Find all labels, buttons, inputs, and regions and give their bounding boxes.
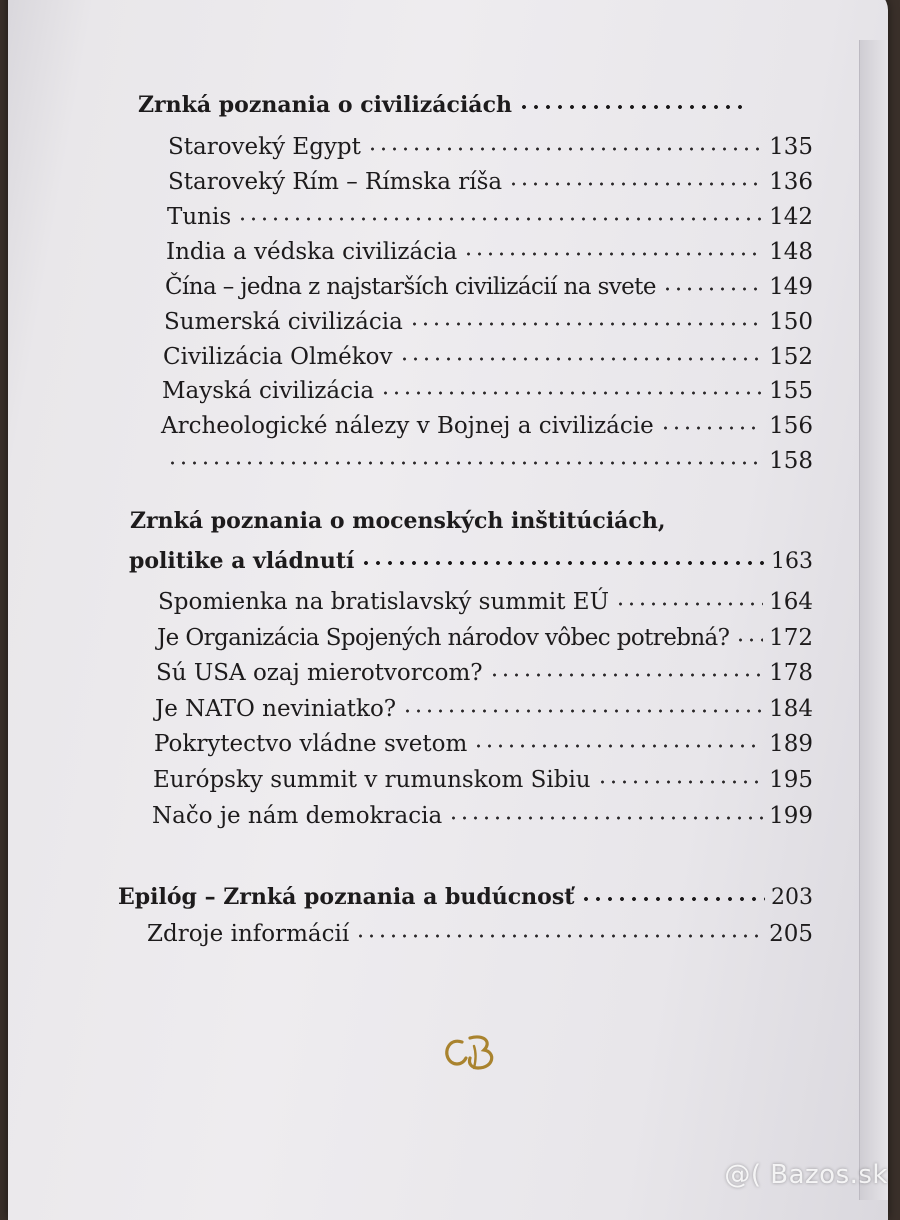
entry-page-number: 135 [769,134,813,160]
entry-page-number: 164 [769,589,813,615]
dot-leader [167,460,763,466]
toc-entry [168,165,813,199]
section-page-number: 163 [771,549,813,574]
dot-leader [409,321,763,327]
entry-title: Staroveký Egypt [168,134,361,160]
toc-entry [157,621,813,655]
entry-page-number: 156 [769,413,813,439]
toc-entry [153,763,813,797]
entry-page-number: 178 [769,660,813,686]
dot-leader [473,743,763,749]
section-title: Zrnká poznania o mocenských inštitúciách, [130,508,666,534]
entry-page-number: 136 [769,169,813,195]
toc-section-heading [138,88,748,122]
dot-leader [402,708,763,714]
toc-entry [161,409,813,443]
entry-title: Civilizácia Olmékov [163,344,393,370]
entry-title: India a védska civilizácia [166,239,458,265]
toc-entry [166,235,813,269]
entry-title: Tunis [167,204,232,230]
dot-leader [367,146,763,152]
dot-leader [660,425,763,431]
section-title: Zrnká poznania o civilizáciách [138,92,512,118]
dot-leader [448,815,763,821]
entry-title: Archeologické nálezy v Bojnej a civilizácie [161,413,654,439]
section-title: Epilóg – Zrnká poznania a budúcnosť [118,884,575,910]
watermark-text: @( Bazos.sk [724,1160,888,1190]
entry-page-number: 158 [769,448,813,474]
toc-entry [163,340,813,374]
dot-leader [518,104,742,110]
entry-title: Zdroje informácií [147,921,350,947]
entry-title: Staroveký Rím – Rímska ríša [168,169,503,195]
dot-leader [662,286,763,292]
toc-entry [147,917,813,951]
entry-page-number: 142 [769,204,813,230]
toc-entry [152,799,813,833]
entry-title: Pokrytectvo vládne svetom [154,731,468,757]
dot-leader [237,216,763,222]
entry-title: Sú USA ozaj mierotvorcom? [156,660,483,686]
toc-entry [154,727,813,761]
monogram-ornament-icon [440,1028,500,1078]
entry-page-number: 172 [769,625,813,651]
toc-entry [164,305,813,339]
entry-page-number: 148 [769,239,813,265]
entry-title: Je NATO neviniatko? [155,696,397,722]
entry-title: Čína – jedna z najstarších civilizácií na svete [165,274,656,300]
toc-entry [165,270,813,304]
toc-entry [162,374,813,408]
section-title-line-2: politike a vládnutí [129,548,355,574]
entry-title: Sumerská civilizácia [164,309,403,335]
entry-title: Načo je nám demokracia [152,803,443,829]
dot-leader [463,251,763,257]
entry-page-number: 150 [769,309,813,335]
entry-title: Mayská civilizácia [162,378,375,404]
entry-page-number: 184 [769,696,813,722]
toc-entry [156,656,813,690]
entry-title: Európsky summit v rumunskom Sibiu [153,767,591,793]
entry-title: Spomienka na bratislavský summit EÚ [158,589,609,615]
entry-page-number: 149 [769,274,813,300]
section-page-number: 203 [771,885,813,910]
dot-leader [615,601,763,607]
dot-leader [360,560,765,566]
dot-leader [508,181,763,187]
toc-entry [168,130,813,164]
toc-entry [155,692,813,726]
dot-leader [489,672,763,678]
entry-page-number: 199 [769,803,813,829]
dot-leader [597,779,763,785]
toc-section-heading [118,880,813,914]
entry-page-number: 205 [769,921,813,947]
entry-page-number: 195 [769,767,813,793]
entry-page-number: 152 [769,344,813,370]
dot-leader [399,356,764,362]
entry-title: Je Organizácia Spojených národov vôbec potrebná? [157,625,730,651]
dot-leader [735,637,763,643]
dot-leader [380,390,763,396]
dot-leader [580,896,765,902]
toc-entry-continuation [161,444,813,478]
entry-page-number: 155 [769,378,813,404]
entry-page-number: 189 [769,731,813,757]
toc-entry [158,585,813,619]
dot-leader [355,933,763,939]
toc-section-heading [129,544,813,578]
toc-entry [167,200,813,234]
